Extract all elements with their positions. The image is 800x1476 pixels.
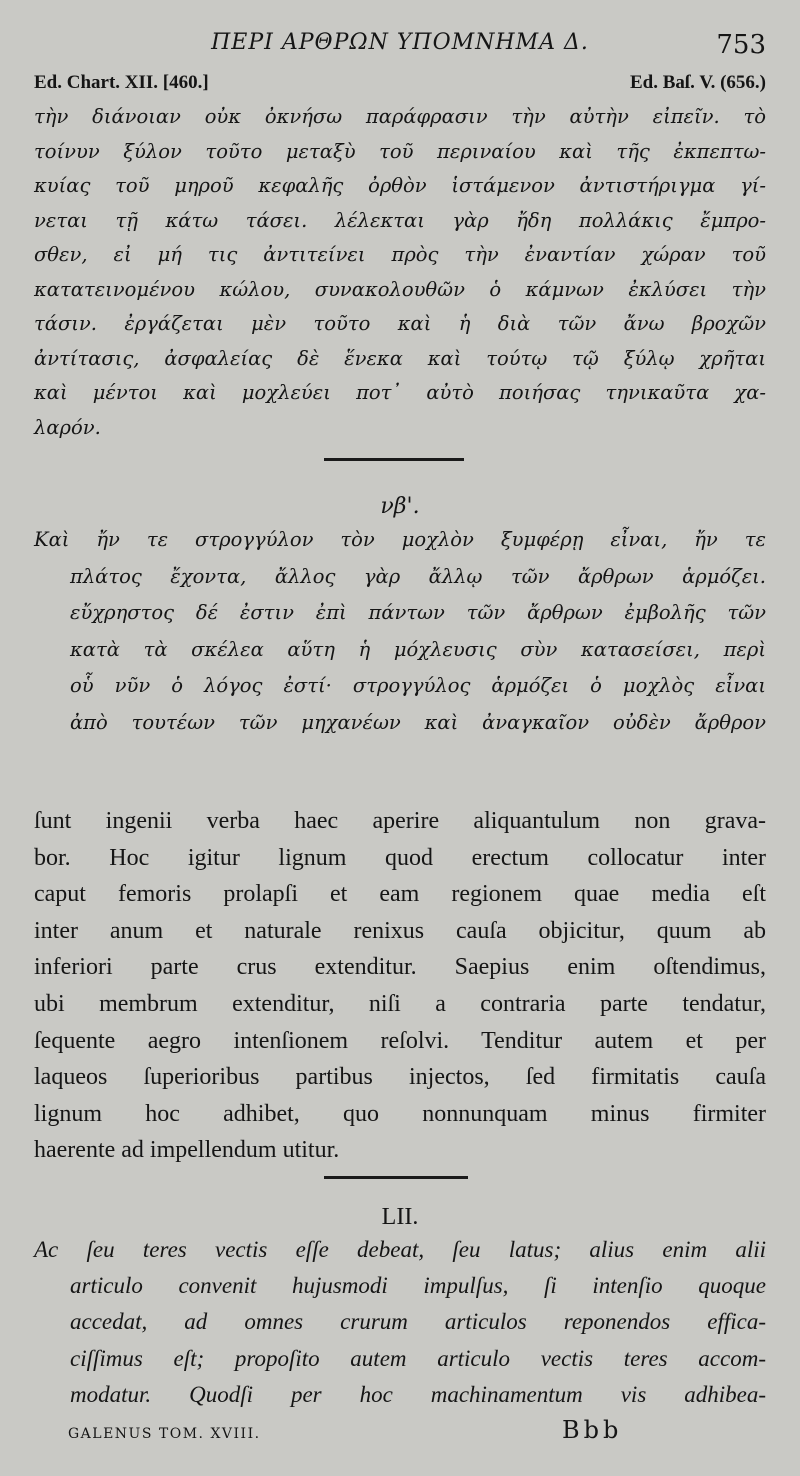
text-line: ciſſimus eſt; propoſito autem articulo vectis teres accom- (70, 1345, 766, 1371)
text-line: modatur. Quodſi per hoc machinamentum vis adhibea- (70, 1381, 766, 1407)
running-header-title: ΠΕΡΙ ΑΡΘΡΩΝ ΥΠΟΜΝΗΜΑ Δ. (211, 30, 589, 55)
text-line: ſunt ingenii verba haec aperire aliquantulum non grava- (34, 808, 766, 834)
text-line: νεται τῇ κάτω τάσει. λέλεκται γὰρ ἤδη πολλάκις ἔμπρο- (34, 208, 766, 232)
text-line: articulo convenit hujusmodi impulſus, ſi intenſio quoque (70, 1273, 766, 1299)
text-line: ἀπὸ τουτέων τῶν μηχανέων καὶ ἀναγκαῖον οὐδὲν ἄρθρον (70, 710, 766, 734)
edition-reference-row (34, 72, 766, 94)
text-line: Ac ſeu teres vectis eſſe debeat, ſeu latus; alius enim alii (34, 1237, 766, 1262)
text-line: σθεν, εἰ μή τις ἀντιτείνει πρὸς τὴν ἐναντίαν χώραν τοῦ (34, 243, 766, 266)
text-line: bor. Hoc igitur lignum quod erectum collocatur inter (34, 844, 766, 871)
text-line: καὶ μέντοι καὶ μοχλεύει ποτ᾽ αὐτὸ ποιήσας τηνικαῦτα χα- (34, 381, 766, 404)
text-line: κατατεινομένου κώλου, συνακολουθῶν ὁ κάμνων ἐκλύσει τὴν (34, 277, 766, 301)
text-line: Καὶ ἤν τε στρογγύλον τὸν μοχλὸν ξυμφέρῃ εἶναι, ἤν τε (34, 528, 766, 551)
greek-continuation-paragraph (34, 100, 766, 445)
edition-chartier: Ed. Chart. XII. [460.] (34, 72, 209, 93)
text-line: accedat, ad omnes crurum articulos reponendos effica- (70, 1309, 766, 1335)
text-line: τάσιν. ἐργάζεται μὲν τοῦτο καὶ ἡ διὰ τῶν ἄνω βροχῶν (34, 312, 766, 335)
latin-section-paragraph (34, 1232, 766, 1413)
text-line: ἀντίτασις, ἀσφαλείας δὲ ἕνεκα καὶ τούτῳ τῷ ξύλῳ χρῆται (34, 346, 766, 370)
text-line: τὴν διάνοιαν οὐκ ὀκνήσω παράφρασιν τὴν αὐτὴν εἰπεῖν. τὸ (34, 105, 766, 128)
text-line: caput femoris prolapſi et eam regionem quae media eſt (34, 881, 766, 908)
text-line: ſequente aegro intenſionem reſolvi. Tenditur autem et per (34, 1027, 766, 1054)
text-line: inter anum et naturale renixus cauſa objicitur, quum ab (34, 917, 766, 944)
text-line: inferiori parte crus extenditur. Saepius enim oſtendimus, (34, 954, 766, 981)
text-line: κυίας τοῦ μηροῦ κεφαλῆς ὀρθὸν ἱστάμενον ἀντιστήριγμα γί- (34, 174, 766, 197)
edition-basel: Ed. Baſ. V. (656.) (629, 72, 766, 93)
greek-section-paragraph (34, 522, 766, 741)
text-line: laqueos ſuperioribus partibus injectos, ſed firmitatis cauſa (34, 1064, 766, 1091)
text-line: εὔχρηστος δέ ἐστιν ἐπὶ πάντων τῶν ἄρθρων ἐμβολῆς τῶν (70, 601, 766, 624)
text-line: οὗ νῦν ὁ λόγος ἐστί· στρογγύλος ἁρμόζει ὁ μοχλὸς εἶναι (70, 674, 766, 697)
text-line: λαρόν. (34, 415, 101, 439)
footer-volume: GALENUS TOM. XVIII. (68, 1426, 261, 1442)
latin-translation-paragraph (34, 803, 766, 1169)
text-line: ubi membrum extenditur, niſi a contraria parte tendatur, (34, 990, 766, 1017)
footer-signature-mark: Bbb (562, 1416, 623, 1444)
text-line: haerente ad impellendum utitur. (34, 1137, 340, 1164)
section-divider (324, 1176, 468, 1179)
text-line: τοίνυν ξύλον τοῦτο μεταξὺ τοῦ περιναίου καὶ τῆς ἐκπεπτω- (34, 139, 766, 163)
text-line: πλάτος ἔχοντα, ἄλλος γὰρ ἄλλῳ τῶν ἄρθρων ἁρμόζει. (70, 564, 766, 588)
latin-section-heading: LII. (381, 1204, 419, 1230)
text-line: κατὰ τὰ σκέλεα αὕτη ἡ μόχλευσις σὺν κατασείσει, περὶ (70, 637, 766, 661)
greek-section-heading: νβ'. (380, 494, 420, 519)
page-number: 753 (716, 30, 766, 60)
text-line: lignum hoc adhibet, quo nonnunquam minus firmiter (34, 1100, 766, 1127)
section-divider (324, 458, 464, 461)
